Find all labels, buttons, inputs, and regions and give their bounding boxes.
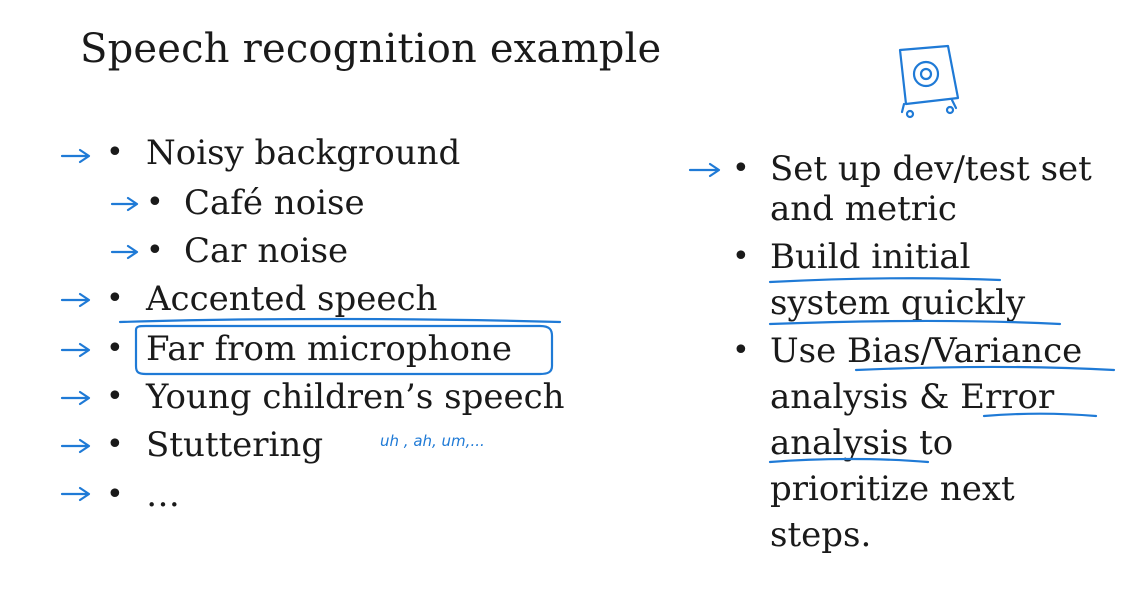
- arrow-icon: [62, 150, 89, 162]
- handwritten-annotation-fillers: uh , ah, um,...: [380, 432, 485, 450]
- bullet-dot: •: [106, 477, 124, 512]
- arrow-icon: [62, 344, 89, 356]
- left-item-young-childrens-speech: Young children’s speech: [146, 377, 565, 417]
- right-item-1-line-1: Set up dev/test set: [770, 149, 1092, 189]
- bullet-dot: •: [732, 151, 750, 186]
- left-subitem-cafe-noise: Café noise: [184, 183, 365, 223]
- arrow-icon: [62, 294, 89, 306]
- right-item-3-line-3: analysis to: [770, 423, 954, 463]
- right-item-2-line-2: system quickly: [770, 283, 1026, 323]
- bullet-dot: •: [106, 331, 124, 366]
- right-item-3-line-5: steps.: [770, 515, 872, 555]
- bullet-dot: •: [146, 185, 164, 220]
- microphone-sketch-icon: [900, 46, 958, 117]
- right-item-3-line-2: analysis & Error: [770, 377, 1055, 417]
- left-item-noisy-background: Noisy background: [146, 133, 461, 173]
- bullet-dot: •: [106, 379, 124, 414]
- right-item-3-line-4: prioritize next: [770, 469, 1015, 509]
- arrow-icon: [112, 198, 137, 210]
- arrow-icon: [62, 392, 89, 404]
- arrow-icon: [690, 164, 719, 176]
- left-item-far-from-microphone: Far from microphone: [146, 329, 512, 369]
- bullet-dot: •: [732, 239, 750, 274]
- right-item-1-line-2: and metric: [770, 189, 957, 229]
- bullet-dot: •: [732, 333, 750, 368]
- left-item-accented-speech: Accented speech: [146, 279, 438, 319]
- arrow-icon: [112, 246, 137, 258]
- bullet-dot: •: [106, 135, 124, 170]
- bullet-dot: •: [106, 281, 124, 316]
- right-item-2-line-1: Build initial: [770, 237, 971, 277]
- right-item-3-line-1: Use Bias/Variance: [770, 331, 1083, 371]
- left-item-ellipsis: …: [146, 475, 180, 515]
- arrow-icon: [62, 440, 89, 452]
- arrow-icon: [62, 488, 89, 500]
- left-subitem-car-noise: Car noise: [184, 231, 349, 271]
- left-item-stuttering: Stuttering: [146, 425, 324, 465]
- bullet-dot: •: [106, 427, 124, 462]
- bullet-dot: •: [146, 233, 164, 268]
- slide-title: Speech recognition example: [80, 26, 662, 72]
